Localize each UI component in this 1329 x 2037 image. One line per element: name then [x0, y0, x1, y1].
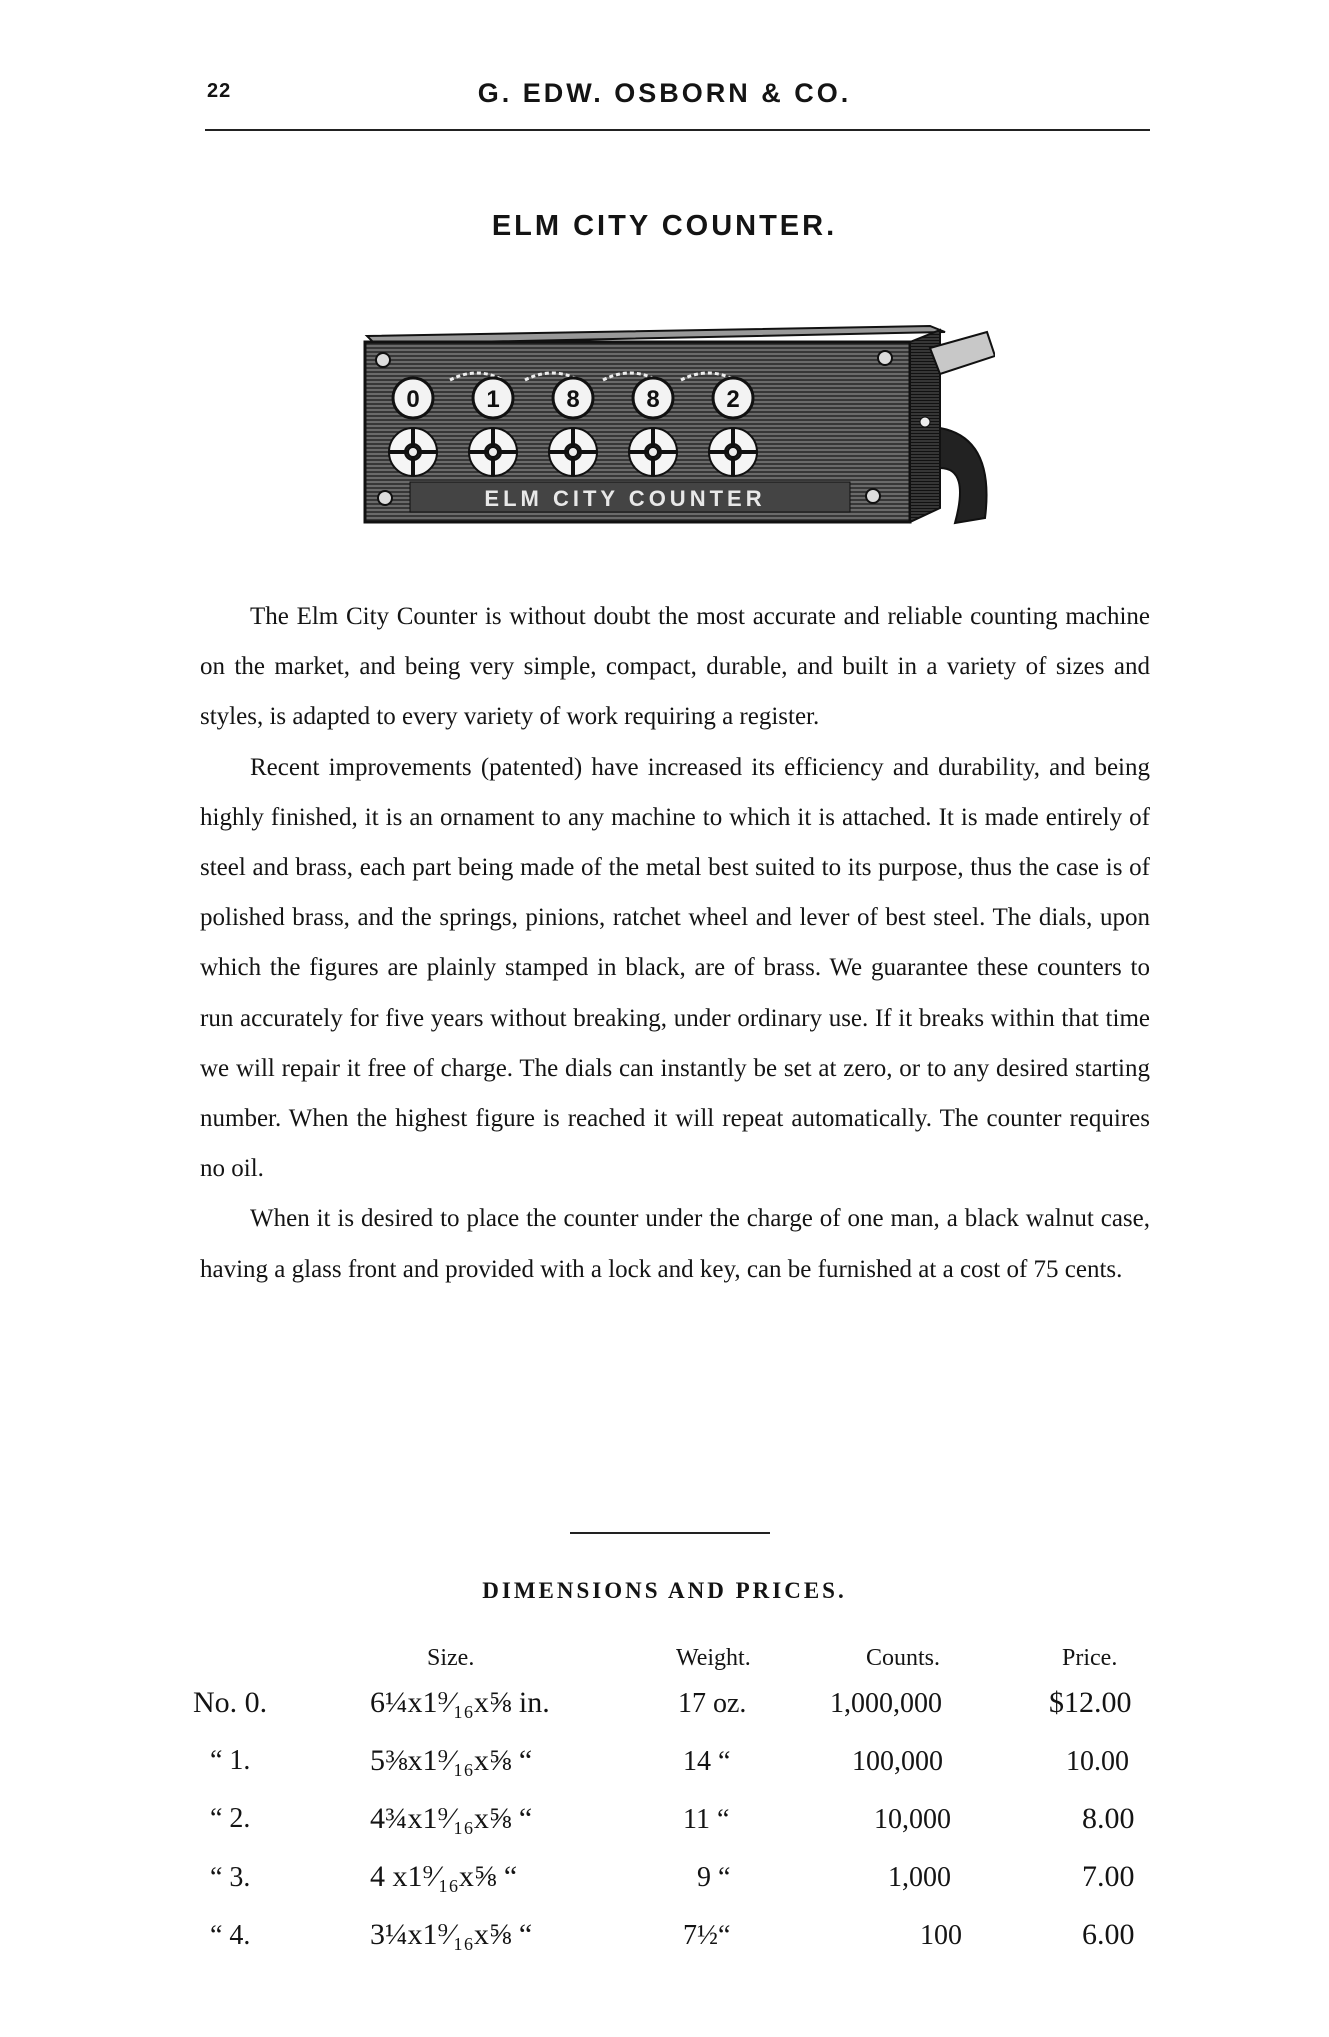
- row-price: 8.00: [1082, 1802, 1135, 1835]
- row-counts: 1,000: [888, 1862, 951, 1893]
- row-size: 3¼x1⁹⁄₁₆x⅝ “: [370, 1918, 533, 1951]
- dial-digit: 8: [646, 386, 660, 413]
- row-number: No. 0.: [193, 1686, 268, 1719]
- row-weight: 11 “: [683, 1804, 730, 1835]
- dial-digit: 8: [566, 386, 580, 413]
- row-counts: 1,000,000: [830, 1688, 942, 1719]
- row-weight: 14 “: [683, 1746, 731, 1777]
- screw-icon: [866, 489, 880, 503]
- column-header-price: Price.: [1062, 1645, 1118, 1671]
- row-price: 6.00: [1082, 1918, 1135, 1951]
- column-header-size: Size.: [427, 1645, 475, 1671]
- row-counts: 100: [920, 1920, 962, 1951]
- paragraph-improvements: Recent improvements (patented) have increased its efficiency and durability, and being highly finished, it is an ornament to any machine to which it is attached. It is made entirely of steel and brass, each part being made of the metal best suited to its purpose, thus the case is of polished brass, and the springs, pinions, ratchet wheel and lever of best steel. The dials, upon which the figures are plainly stamped in black, are of brass. We guarantee these counters to run accurately for five years without breaking, under ordinary use. If it breaks within that time we will repair it free of charge. The dials can instantly be set at zero, or to any desired starting number. When the highest figure is reached it will repeat automatically. The counter requires no oil.: [200, 753, 1150, 1183]
- section-title: ELM CITY COUNTER.: [491, 210, 838, 242]
- dial-digit: 1: [486, 386, 500, 413]
- section-divider: [570, 1532, 770, 1534]
- dial-digit: 0: [406, 386, 420, 413]
- row-number: “ 2.: [210, 1803, 251, 1834]
- table-title: DIMENSIONS AND PRICES.: [482, 1578, 847, 1603]
- paragraph-intro: The Elm City Counter is without doubt the most accurate and reliable counting machine on the market, and being very simple, compact, durable, and built in a variety of sizes and styles, is adapted to every variety of work requiring a register.: [200, 603, 1150, 731]
- column-header-counts: Counts.: [866, 1645, 941, 1671]
- page-number: 22: [207, 80, 232, 102]
- counter-illustration: [355, 318, 995, 533]
- row-size: 4 x1⁹⁄₁₆x⅝ “: [370, 1860, 518, 1893]
- column-header-weight: Weight.: [676, 1645, 751, 1671]
- nameplate-label: ELM CITY COUNTER: [484, 486, 766, 511]
- running-head: G. EDW. OSBORN & CO.: [477, 78, 852, 108]
- paragraph-walnut-case: When it is desired to place the counter under the charge of one man, a black walnut case, having a glass front and provided with a lock and key, can be furnished at a cost of 75 cents.: [200, 1205, 1150, 1283]
- row-price: 7.00: [1082, 1860, 1135, 1893]
- header-rule: [205, 129, 1150, 131]
- description-text: [200, 592, 1150, 1295]
- row-weight: 9 “: [697, 1862, 731, 1893]
- row-number: “ 4.: [210, 1920, 251, 1951]
- screw-icon: [878, 351, 892, 365]
- screw-icon: [376, 353, 390, 367]
- row-price: 10.00: [1066, 1746, 1129, 1777]
- row-size: 4¾x1⁹⁄₁₆x⅝ “: [370, 1802, 533, 1835]
- row-counts: 10,000: [874, 1804, 951, 1835]
- screw-icon: [378, 491, 392, 505]
- row-number: “ 1.: [210, 1745, 251, 1776]
- row-size: 6¼x1⁹⁄₁₆x⅝ in.: [370, 1686, 550, 1719]
- row-weight: 17 oz.: [678, 1688, 747, 1719]
- row-number: “ 3.: [210, 1862, 251, 1893]
- row-price: $12.00: [1049, 1686, 1132, 1719]
- row-weight: 7½“: [683, 1920, 731, 1951]
- dial-digit: 2: [726, 386, 740, 413]
- row-size: 5⅜x1⁹⁄₁₆x⅝ “: [370, 1744, 533, 1777]
- row-counts: 100,000: [852, 1746, 943, 1777]
